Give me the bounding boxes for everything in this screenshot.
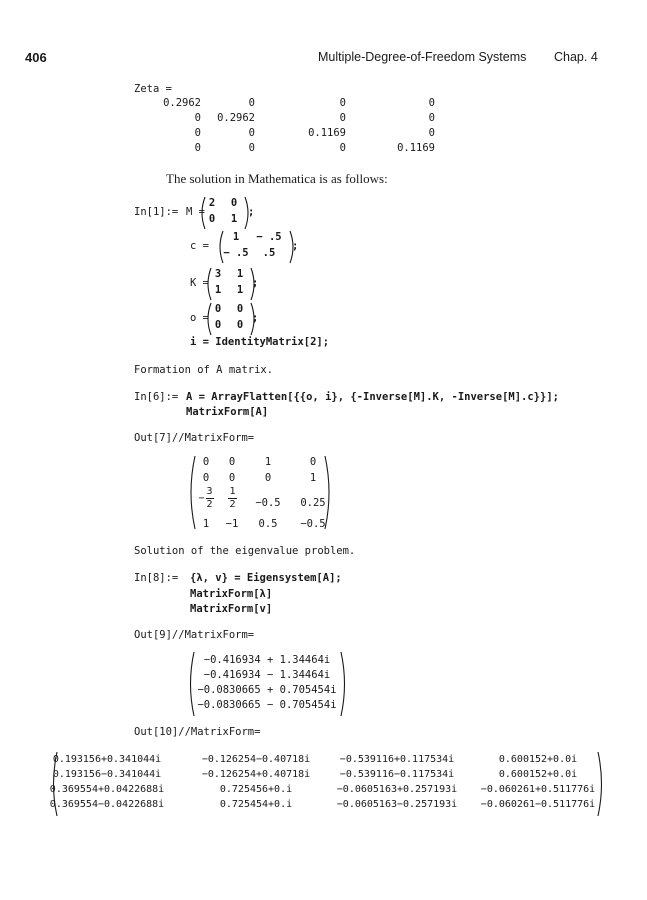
eigenvector-cell: 0.600152+0.0i: [498, 754, 578, 765]
matrix-m-semicolon: ;: [248, 206, 255, 218]
matrix-a-cell: 1: [309, 472, 317, 484]
in8-line3: MatrixForm[v]: [190, 603, 273, 615]
zeta-cell: 0: [339, 112, 346, 124]
fraction-numerator: 1: [229, 486, 236, 497]
in6-line1: A = ArrayFlatten[{{o, i}, {-Inverse[M].K, -Inverse[M].c}}];: [186, 391, 559, 403]
matrix-m-cell: 1: [230, 213, 238, 225]
zeta-cell: 0: [248, 97, 255, 109]
fraction-numerator: 3: [206, 486, 213, 497]
eigenvector-cell: −0.126254+0.40718i: [201, 769, 311, 780]
matrix-c-cell: 1: [232, 231, 240, 243]
zeta-cell: 0.2962: [217, 112, 255, 124]
matrix-k-lhs: K =: [190, 277, 209, 289]
eigenvector-cell: 0.600152+0.0i: [498, 769, 578, 780]
out9-label: Out[9]//MatrixForm=: [134, 629, 255, 641]
matrix-a-cell: 1: [202, 518, 210, 530]
in6-prompt: In[6]:=: [134, 391, 179, 403]
fraction: [228, 487, 236, 510]
page-number: 406: [25, 50, 47, 65]
zeta-cell: 0: [428, 97, 435, 109]
matrix-a-cell: 0.5: [258, 518, 278, 530]
zeta-cell: 0: [428, 112, 435, 124]
eigenvector-cell: 0.193156−0.341044i: [52, 769, 162, 780]
matrix-c-lhs: c =: [190, 240, 209, 252]
zeta-label: Zeta =: [134, 83, 172, 95]
out10-label: Out[10]//MatrixForm=: [134, 726, 261, 738]
matrix-k-cell: 3: [214, 268, 222, 280]
in8-line2: MatrixForm[λ]: [190, 588, 273, 600]
out7-label: Out[7]//MatrixForm=: [134, 432, 255, 444]
matrix-m-lhs: M =: [186, 206, 205, 218]
eigenvalue: −0.0830665 − 0.705454i: [197, 699, 337, 711]
identity-line: i = IdentityMatrix[2];: [190, 336, 330, 348]
eigenvector-cell: −0.539116+0.117534i: [339, 754, 455, 765]
zeta-cell: 0.1169: [397, 142, 435, 154]
matrix-o-cell: 0: [236, 303, 244, 315]
eigenvector-cell: −0.060261+0.511776i: [480, 784, 596, 795]
matrix-o-lhs: o =: [190, 312, 209, 324]
matrix-m-cell: 2: [208, 197, 216, 209]
eigenvector-cell: −0.060261−0.511776i: [480, 799, 596, 810]
eigenvalue: −0.416934 + 1.34464i: [203, 654, 331, 666]
fraction-denominator: 2: [206, 499, 213, 510]
formation-text: Formation of A matrix.: [134, 364, 274, 376]
zeta-cell: 0: [248, 142, 255, 154]
zeta-cell: 0: [339, 142, 346, 154]
matrix-k-cell: 1: [214, 284, 222, 296]
matrix-a-cell: 0: [228, 472, 236, 484]
zeta-cell: 0: [194, 127, 201, 139]
matrix-k-cell: 1: [236, 284, 244, 296]
eigenvalue: −0.0830665 + 0.705454i: [197, 684, 337, 696]
matrix-c-cell: − .5: [256, 231, 282, 243]
matrix-a-cell: −0.5: [255, 497, 281, 509]
matrix-a-cell: −0.5: [300, 518, 326, 530]
zeta-cell: 0.1169: [308, 127, 346, 139]
matrix-c-cell: − .5: [223, 247, 249, 259]
eigenvalue: −0.416934 − 1.34464i: [203, 669, 331, 681]
fraction-sign: −: [198, 493, 205, 504]
matrix-m-cell: 0: [208, 213, 216, 225]
matrix-o-cell: 0: [236, 319, 244, 331]
chapter-label: Chap. 4: [554, 50, 598, 64]
eigenvector-cell: −0.126254−0.40718i: [201, 754, 311, 765]
in8-prompt: In[8]:=: [134, 572, 179, 584]
matrix-a-cell: 1: [264, 456, 272, 468]
zeta-cell: 0: [194, 142, 201, 154]
matrix-a-cell: 0.25: [300, 497, 326, 509]
matrix-a-cell: 0: [228, 456, 236, 468]
eigenvector-cell: −0.0605163−0.257193i: [336, 799, 458, 810]
matrix-a-cell: 0: [264, 472, 272, 484]
matrix-a-cell: 0: [202, 456, 210, 468]
fraction-denominator: 2: [229, 499, 236, 510]
eigenvector-cell: 0.725456+0.i: [219, 784, 293, 795]
eigenvector-cell: 0.193156+0.341044i: [52, 754, 162, 765]
matrix-k-semicolon: ;: [252, 277, 259, 289]
matrix-a-cell: −1: [225, 518, 239, 530]
matrix-o-semicolon: ;: [252, 312, 259, 324]
in1-prompt: In[1]:=: [134, 206, 179, 218]
matrix-a-cell: 0: [309, 456, 317, 468]
matrix-c-semicolon: ;: [292, 240, 299, 252]
eigenvector-cell: 0.725454+0.i: [219, 799, 293, 810]
intro-text: The solution in Mathematica is as follows:: [166, 171, 388, 186]
matrix-o-cell: 0: [214, 303, 222, 315]
matrix-o-cell: 0: [214, 319, 222, 331]
matrix-k-cell: 1: [236, 268, 244, 280]
zeta-cell: 0: [339, 97, 346, 109]
matrix-a-cell: 0: [202, 472, 210, 484]
eigenvector-cell: −0.0605163+0.257193i: [336, 784, 458, 795]
zeta-cell: 0: [248, 127, 255, 139]
eigenvector-cell: 0.369554+0.0422688i: [49, 784, 165, 795]
running-title: Multiple-Degree-of-Freedom Systems: [318, 50, 527, 64]
eigenvector-cell: −0.539116−0.117534i: [339, 769, 455, 780]
solution-text: Solution of the eigenvalue problem.: [134, 545, 356, 557]
zeta-cell: 0.2962: [163, 97, 201, 109]
in6-line2: MatrixForm[A]: [186, 406, 269, 418]
zeta-cell: 0: [428, 127, 435, 139]
zeta-cell: 0: [194, 112, 201, 124]
in8-line1: {λ, v} = Eigensystem[A];: [190, 572, 342, 584]
eigenvector-cell: 0.369554−0.0422688i: [49, 799, 165, 810]
matrix-c-cell: .5: [262, 247, 276, 259]
matrix-m-cell: 0: [230, 197, 238, 209]
